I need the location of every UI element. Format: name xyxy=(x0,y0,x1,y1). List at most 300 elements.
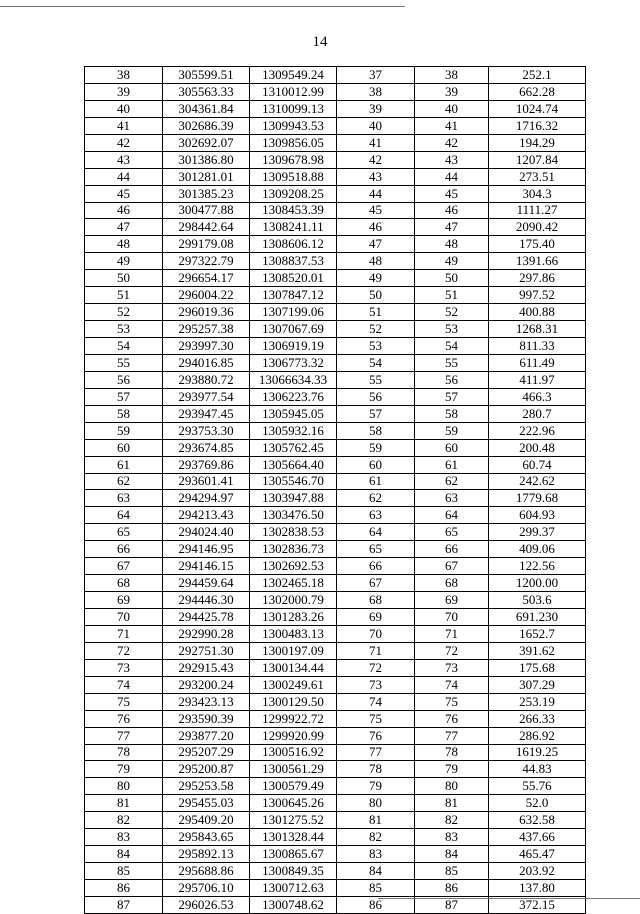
point-number-cell: 49 xyxy=(85,253,163,270)
x-coordinate-cell: 294213.43 xyxy=(163,507,250,524)
x-coordinate-cell: 302686.39 xyxy=(163,117,250,134)
table-row xyxy=(85,338,586,355)
point-number-cell: 71 xyxy=(85,625,163,642)
y-coordinate-cell: 1303947.88 xyxy=(250,490,337,507)
segment-length-cell: 1268.31 xyxy=(489,321,586,338)
y-coordinate-cell: 1300129.50 xyxy=(250,693,337,710)
table-row xyxy=(85,287,586,304)
segment-from-cell: 44 xyxy=(337,185,415,202)
table-row xyxy=(85,422,586,439)
y-coordinate-cell: 1308453.39 xyxy=(250,202,337,219)
point-number-cell: 55 xyxy=(85,354,163,371)
segment-from-cell: 42 xyxy=(337,151,415,168)
point-number-cell: 45 xyxy=(85,185,163,202)
segment-length-cell: 604.93 xyxy=(489,507,586,524)
x-coordinate-cell: 294146.15 xyxy=(163,558,250,575)
segment-to-cell: 60 xyxy=(415,439,489,456)
x-coordinate-cell: 301386.80 xyxy=(163,151,250,168)
y-coordinate-cell: 1306223.76 xyxy=(250,388,337,405)
segment-length-cell: 273.51 xyxy=(489,168,586,185)
segment-length-cell: 297.86 xyxy=(489,270,586,287)
point-number-cell: 52 xyxy=(85,304,163,321)
segment-to-cell: 73 xyxy=(415,659,489,676)
segment-from-cell: 72 xyxy=(337,659,415,676)
segment-to-cell: 51 xyxy=(415,287,489,304)
segment-from-cell: 61 xyxy=(337,473,415,490)
point-number-cell: 73 xyxy=(85,659,163,676)
x-coordinate-cell: 294446.30 xyxy=(163,592,250,609)
y-coordinate-cell: 1300645.26 xyxy=(250,795,337,812)
segment-from-cell: 69 xyxy=(337,609,415,626)
x-coordinate-cell: 294294.97 xyxy=(163,490,250,507)
point-number-cell: 41 xyxy=(85,117,163,134)
segment-length-cell: 44.83 xyxy=(489,761,586,778)
point-number-cell: 50 xyxy=(85,270,163,287)
x-coordinate-cell: 299179.08 xyxy=(163,236,250,253)
y-coordinate-cell: 1305546.70 xyxy=(250,473,337,490)
x-coordinate-cell: 301385.23 xyxy=(163,185,250,202)
segment-length-cell: 1391.66 xyxy=(489,253,586,270)
segment-from-cell: 75 xyxy=(337,710,415,727)
point-number-cell: 77 xyxy=(85,727,163,744)
y-coordinate-cell: 1300849.35 xyxy=(250,863,337,880)
point-number-cell: 69 xyxy=(85,592,163,609)
x-coordinate-cell: 293674.85 xyxy=(163,439,250,456)
segment-length-cell: 1619.25 xyxy=(489,744,586,761)
segment-from-cell: 83 xyxy=(337,846,415,863)
segment-from-cell: 38 xyxy=(337,83,415,100)
segment-length-cell: 1111.27 xyxy=(489,202,586,219)
table-row xyxy=(85,117,586,134)
x-coordinate-cell: 293753.30 xyxy=(163,422,250,439)
top-rule xyxy=(0,6,405,7)
table-row xyxy=(85,236,586,253)
table-row xyxy=(85,473,586,490)
segment-to-cell: 65 xyxy=(415,524,489,541)
x-coordinate-cell: 293200.24 xyxy=(163,676,250,693)
point-number-cell: 78 xyxy=(85,744,163,761)
table-row xyxy=(85,592,586,609)
segment-to-cell: 67 xyxy=(415,558,489,575)
table-row xyxy=(85,202,586,219)
segment-to-cell: 50 xyxy=(415,270,489,287)
x-coordinate-cell: 302692.07 xyxy=(163,134,250,151)
segment-from-cell: 85 xyxy=(337,880,415,897)
x-coordinate-cell: 294146.95 xyxy=(163,541,250,558)
table-row xyxy=(85,710,586,727)
segment-to-cell: 71 xyxy=(415,625,489,642)
coordinates-table xyxy=(84,66,586,914)
segment-to-cell: 47 xyxy=(415,219,489,236)
x-coordinate-cell: 295200.87 xyxy=(163,761,250,778)
segment-to-cell: 87 xyxy=(415,896,489,913)
segment-from-cell: 81 xyxy=(337,812,415,829)
point-number-cell: 74 xyxy=(85,676,163,693)
segment-from-cell: 50 xyxy=(337,287,415,304)
segment-to-cell: 46 xyxy=(415,202,489,219)
y-coordinate-cell: 1302838.53 xyxy=(250,524,337,541)
segment-length-cell: 411.97 xyxy=(489,371,586,388)
segment-from-cell: 76 xyxy=(337,727,415,744)
point-number-cell: 47 xyxy=(85,219,163,236)
segment-length-cell: 997.52 xyxy=(489,287,586,304)
segment-length-cell: 437.66 xyxy=(489,829,586,846)
y-coordinate-cell: 1299920.99 xyxy=(250,727,337,744)
segment-from-cell: 66 xyxy=(337,558,415,575)
point-number-cell: 67 xyxy=(85,558,163,575)
point-number-cell: 81 xyxy=(85,795,163,812)
point-number-cell: 42 xyxy=(85,134,163,151)
segment-from-cell: 63 xyxy=(337,507,415,524)
table-row xyxy=(85,778,586,795)
segment-length-cell: 253.19 xyxy=(489,693,586,710)
table-row xyxy=(85,185,586,202)
segment-from-cell: 86 xyxy=(337,896,415,913)
segment-from-cell: 49 xyxy=(337,270,415,287)
segment-from-cell: 55 xyxy=(337,371,415,388)
y-coordinate-cell: 1309678.98 xyxy=(250,151,337,168)
segment-length-cell: 122.56 xyxy=(489,558,586,575)
segment-length-cell: 194.29 xyxy=(489,134,586,151)
y-coordinate-cell: 1305664.40 xyxy=(250,456,337,473)
x-coordinate-cell: 293590.39 xyxy=(163,710,250,727)
segment-length-cell: 203.92 xyxy=(489,863,586,880)
table-row xyxy=(85,371,586,388)
table-row xyxy=(85,676,586,693)
table-row xyxy=(85,761,586,778)
segment-length-cell: 632.58 xyxy=(489,812,586,829)
segment-from-cell: 51 xyxy=(337,304,415,321)
x-coordinate-cell: 298442.64 xyxy=(163,219,250,236)
segment-from-cell: 84 xyxy=(337,863,415,880)
x-coordinate-cell: 296026.53 xyxy=(163,896,250,913)
segment-to-cell: 79 xyxy=(415,761,489,778)
point-number-cell: 53 xyxy=(85,321,163,338)
segment-to-cell: 40 xyxy=(415,100,489,117)
page-number: 14 xyxy=(312,34,328,50)
y-coordinate-cell: 1305762.45 xyxy=(250,439,337,456)
segment-from-cell: 56 xyxy=(337,388,415,405)
segment-from-cell: 47 xyxy=(337,236,415,253)
segment-from-cell: 40 xyxy=(337,117,415,134)
segment-from-cell: 79 xyxy=(337,778,415,795)
point-number-cell: 83 xyxy=(85,829,163,846)
segment-to-cell: 69 xyxy=(415,592,489,609)
x-coordinate-cell: 295257.38 xyxy=(163,321,250,338)
table-row xyxy=(85,388,586,405)
table-row xyxy=(85,829,586,846)
y-coordinate-cell: 1302465.18 xyxy=(250,575,337,592)
segment-from-cell: 37 xyxy=(337,67,415,84)
segment-length-cell: 409.06 xyxy=(489,541,586,558)
point-number-cell: 59 xyxy=(85,422,163,439)
table-row xyxy=(85,625,586,642)
point-number-cell: 85 xyxy=(85,863,163,880)
table-row xyxy=(85,219,586,236)
table-row xyxy=(85,83,586,100)
segment-length-cell: 466.3 xyxy=(489,388,586,405)
point-number-cell: 79 xyxy=(85,761,163,778)
y-coordinate-cell: 1302000.79 xyxy=(250,592,337,609)
segment-from-cell: 73 xyxy=(337,676,415,693)
segment-to-cell: 61 xyxy=(415,456,489,473)
x-coordinate-cell: 293997.30 xyxy=(163,338,250,355)
x-coordinate-cell: 294016.85 xyxy=(163,354,250,371)
segment-length-cell: 2090.42 xyxy=(489,219,586,236)
y-coordinate-cell: 1301283.26 xyxy=(250,609,337,626)
table-row xyxy=(85,405,586,422)
y-coordinate-cell: 1308606.12 xyxy=(250,236,337,253)
segment-from-cell: 54 xyxy=(337,354,415,371)
y-coordinate-cell: 1309208.25 xyxy=(250,185,337,202)
table-row xyxy=(85,354,586,371)
coordinates-table-body xyxy=(85,67,586,914)
y-coordinate-cell: 1306773.32 xyxy=(250,354,337,371)
segment-from-cell: 43 xyxy=(337,168,415,185)
segment-from-cell: 39 xyxy=(337,100,415,117)
point-number-cell: 48 xyxy=(85,236,163,253)
table-row xyxy=(85,659,586,676)
y-coordinate-cell: 1307067.69 xyxy=(250,321,337,338)
x-coordinate-cell: 293423.13 xyxy=(163,693,250,710)
segment-from-cell: 67 xyxy=(337,575,415,592)
segment-to-cell: 77 xyxy=(415,727,489,744)
y-coordinate-cell: 1306919.19 xyxy=(250,338,337,355)
segment-from-cell: 59 xyxy=(337,439,415,456)
x-coordinate-cell: 295843.65 xyxy=(163,829,250,846)
x-coordinate-cell: 294024.40 xyxy=(163,524,250,541)
segment-to-cell: 68 xyxy=(415,575,489,592)
table-row xyxy=(85,151,586,168)
x-coordinate-cell: 304361.84 xyxy=(163,100,250,117)
segment-from-cell: 41 xyxy=(337,134,415,151)
y-coordinate-cell: 1307199.06 xyxy=(250,304,337,321)
segment-length-cell: 1200.00 xyxy=(489,575,586,592)
x-coordinate-cell: 292990.28 xyxy=(163,625,250,642)
x-coordinate-cell: 295706.10 xyxy=(163,880,250,897)
x-coordinate-cell: 296019.36 xyxy=(163,304,250,321)
point-number-cell: 44 xyxy=(85,168,163,185)
table-row xyxy=(85,168,586,185)
segment-length-cell: 1207.84 xyxy=(489,151,586,168)
y-coordinate-cell: 13066634.33 xyxy=(250,371,337,388)
point-number-cell: 62 xyxy=(85,473,163,490)
segment-from-cell: 60 xyxy=(337,456,415,473)
point-number-cell: 58 xyxy=(85,405,163,422)
segment-to-cell: 74 xyxy=(415,676,489,693)
segment-from-cell: 71 xyxy=(337,642,415,659)
segment-length-cell: 304.3 xyxy=(489,185,586,202)
table-row xyxy=(85,490,586,507)
point-number-cell: 57 xyxy=(85,388,163,405)
point-number-cell: 75 xyxy=(85,693,163,710)
segment-length-cell: 1779.68 xyxy=(489,490,586,507)
segment-length-cell: 200.48 xyxy=(489,439,586,456)
x-coordinate-cell: 295409.20 xyxy=(163,812,250,829)
y-coordinate-cell: 1300748.62 xyxy=(250,896,337,913)
x-coordinate-cell: 293947.45 xyxy=(163,405,250,422)
point-number-cell: 43 xyxy=(85,151,163,168)
point-number-cell: 76 xyxy=(85,710,163,727)
table-row xyxy=(85,456,586,473)
point-number-cell: 87 xyxy=(85,896,163,913)
x-coordinate-cell: 294459.64 xyxy=(163,575,250,592)
segment-length-cell: 503.6 xyxy=(489,592,586,609)
point-number-cell: 51 xyxy=(85,287,163,304)
segment-to-cell: 48 xyxy=(415,236,489,253)
y-coordinate-cell: 1300197.09 xyxy=(250,642,337,659)
segment-length-cell: 400.88 xyxy=(489,304,586,321)
x-coordinate-cell: 295253.58 xyxy=(163,778,250,795)
x-coordinate-cell: 292751.30 xyxy=(163,642,250,659)
segment-length-cell: 222.96 xyxy=(489,422,586,439)
y-coordinate-cell: 1303476.50 xyxy=(250,507,337,524)
segment-to-cell: 83 xyxy=(415,829,489,846)
x-coordinate-cell: 295455.03 xyxy=(163,795,250,812)
table-row xyxy=(85,744,586,761)
point-number-cell: 72 xyxy=(85,642,163,659)
segment-from-cell: 70 xyxy=(337,625,415,642)
point-number-cell: 54 xyxy=(85,338,163,355)
segment-to-cell: 54 xyxy=(415,338,489,355)
segment-length-cell: 1716.32 xyxy=(489,117,586,134)
y-coordinate-cell: 1300865.67 xyxy=(250,846,337,863)
segment-length-cell: 662.28 xyxy=(489,83,586,100)
table-row xyxy=(85,880,586,897)
segment-length-cell: 286.92 xyxy=(489,727,586,744)
segment-from-cell: 45 xyxy=(337,202,415,219)
segment-from-cell: 68 xyxy=(337,592,415,609)
y-coordinate-cell: 1307847.12 xyxy=(250,287,337,304)
y-coordinate-cell: 1305932.16 xyxy=(250,422,337,439)
x-coordinate-cell: 295207.29 xyxy=(163,744,250,761)
y-coordinate-cell: 1308520.01 xyxy=(250,270,337,287)
segment-to-cell: 58 xyxy=(415,405,489,422)
segment-to-cell: 56 xyxy=(415,371,489,388)
segment-from-cell: 57 xyxy=(337,405,415,422)
segment-from-cell: 53 xyxy=(337,338,415,355)
y-coordinate-cell: 1301328.44 xyxy=(250,829,337,846)
y-coordinate-cell: 1301275.52 xyxy=(250,812,337,829)
y-coordinate-cell: 1308241.11 xyxy=(250,219,337,236)
segment-from-cell: 78 xyxy=(337,761,415,778)
y-coordinate-cell: 1299922.72 xyxy=(250,710,337,727)
segment-from-cell: 77 xyxy=(337,744,415,761)
segment-from-cell: 46 xyxy=(337,219,415,236)
table-row xyxy=(85,727,586,744)
segment-length-cell: 175.40 xyxy=(489,236,586,253)
segment-to-cell: 64 xyxy=(415,507,489,524)
segment-to-cell: 63 xyxy=(415,490,489,507)
y-coordinate-cell: 1310099.13 xyxy=(250,100,337,117)
x-coordinate-cell: 301281.01 xyxy=(163,168,250,185)
y-coordinate-cell: 1309549.24 xyxy=(250,67,337,84)
y-coordinate-cell: 1309856.05 xyxy=(250,134,337,151)
segment-length-cell: 1024.74 xyxy=(489,100,586,117)
y-coordinate-cell: 1300579.49 xyxy=(250,778,337,795)
x-coordinate-cell: 295688.86 xyxy=(163,863,250,880)
segment-length-cell: 55.76 xyxy=(489,778,586,795)
point-number-cell: 65 xyxy=(85,524,163,541)
table-row xyxy=(85,812,586,829)
segment-from-cell: 65 xyxy=(337,541,415,558)
y-coordinate-cell: 1302692.53 xyxy=(250,558,337,575)
table-row xyxy=(85,609,586,626)
segment-to-cell: 53 xyxy=(415,321,489,338)
point-number-cell: 64 xyxy=(85,507,163,524)
table-row xyxy=(85,270,586,287)
segment-length-cell: 252.1 xyxy=(489,67,586,84)
y-coordinate-cell: 1302836.73 xyxy=(250,541,337,558)
segment-to-cell: 66 xyxy=(415,541,489,558)
y-coordinate-cell: 1300712.63 xyxy=(250,880,337,897)
segment-to-cell: 42 xyxy=(415,134,489,151)
x-coordinate-cell: 292915.43 xyxy=(163,659,250,676)
x-coordinate-cell: 293601.41 xyxy=(163,473,250,490)
point-number-cell: 70 xyxy=(85,609,163,626)
segment-from-cell: 48 xyxy=(337,253,415,270)
y-coordinate-cell: 1300561.29 xyxy=(250,761,337,778)
table-row xyxy=(85,693,586,710)
segment-to-cell: 45 xyxy=(415,185,489,202)
segment-from-cell: 52 xyxy=(337,321,415,338)
segment-to-cell: 76 xyxy=(415,710,489,727)
y-coordinate-cell: 1309943.53 xyxy=(250,117,337,134)
table-row xyxy=(85,524,586,541)
x-coordinate-cell: 297322.79 xyxy=(163,253,250,270)
point-number-cell: 39 xyxy=(85,83,163,100)
segment-to-cell: 44 xyxy=(415,168,489,185)
point-number-cell: 63 xyxy=(85,490,163,507)
bottom-rule xyxy=(378,898,640,899)
segment-from-cell: 82 xyxy=(337,829,415,846)
segment-to-cell: 81 xyxy=(415,795,489,812)
segment-to-cell: 72 xyxy=(415,642,489,659)
segment-length-cell: 175.68 xyxy=(489,659,586,676)
y-coordinate-cell: 1310012.99 xyxy=(250,83,337,100)
table-row xyxy=(85,134,586,151)
segment-to-cell: 70 xyxy=(415,609,489,626)
segment-length-cell: 137.80 xyxy=(489,880,586,897)
segment-length-cell: 52.0 xyxy=(489,795,586,812)
y-coordinate-cell: 1300249.61 xyxy=(250,676,337,693)
x-coordinate-cell: 293877.20 xyxy=(163,727,250,744)
segment-length-cell: 307.29 xyxy=(489,676,586,693)
segment-length-cell: 465.47 xyxy=(489,846,586,863)
x-coordinate-cell: 293769.86 xyxy=(163,456,250,473)
segment-length-cell: 811.33 xyxy=(489,338,586,355)
table-row xyxy=(85,304,586,321)
x-coordinate-cell: 295892.13 xyxy=(163,846,250,863)
x-coordinate-cell: 293880.72 xyxy=(163,371,250,388)
y-coordinate-cell: 1309518.88 xyxy=(250,168,337,185)
point-number-cell: 38 xyxy=(85,67,163,84)
segment-to-cell: 39 xyxy=(415,83,489,100)
segment-length-cell: 266.33 xyxy=(489,710,586,727)
segment-to-cell: 85 xyxy=(415,863,489,880)
segment-length-cell: 60.74 xyxy=(489,456,586,473)
segment-to-cell: 84 xyxy=(415,846,489,863)
x-coordinate-cell: 293977.54 xyxy=(163,388,250,405)
x-coordinate-cell: 300477.88 xyxy=(163,202,250,219)
segment-length-cell: 691.230 xyxy=(489,609,586,626)
table-row xyxy=(85,846,586,863)
segment-to-cell: 43 xyxy=(415,151,489,168)
y-coordinate-cell: 1300483.13 xyxy=(250,625,337,642)
segment-to-cell: 38 xyxy=(415,67,489,84)
x-coordinate-cell: 296654.17 xyxy=(163,270,250,287)
point-number-cell: 60 xyxy=(85,439,163,456)
